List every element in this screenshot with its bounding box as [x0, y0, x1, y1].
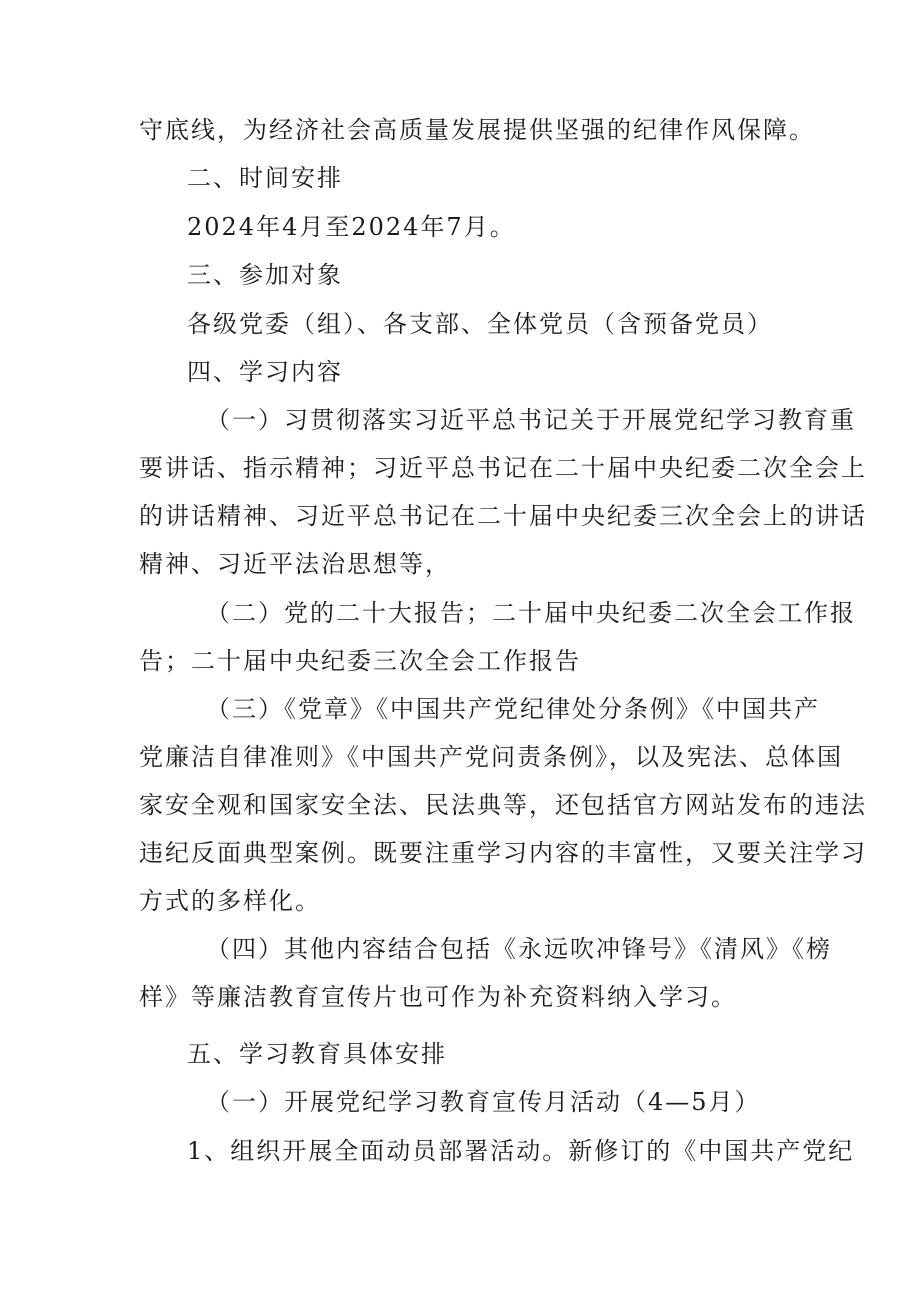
section-heading-schedule: 二、时间安排 [187, 164, 343, 192]
paragraph-line: 方式的多样化。 [139, 887, 321, 915]
paragraph-line: 各级党委（组）、各支部、全体党员（含预备党员） [187, 310, 773, 338]
paragraph-line: 精神、习近平法治思想等， [139, 550, 451, 578]
paragraph-line: 守底线，为经济社会高质量发展提供坚强的纪律作风保障。 [139, 116, 815, 144]
paragraph-line: 的讲话精神、习近平总书记在二十届中央纪委三次全会上的讲话 [139, 502, 867, 530]
paragraph-line: 2024年4月至2024年7月。 [187, 213, 516, 241]
subsection-heading: （一）开展党纪学习教育宣传月活动（4—5月） [206, 1088, 761, 1116]
paragraph-line: 样》等廉洁教育宣传片也可作为补充资料纳入学习。 [139, 983, 737, 1011]
section-heading-participants: 三、参加对象 [187, 261, 343, 289]
paragraph-line: 要讲话、指示精神；习近平总书记在二十届中央纪委二次全会上 [139, 454, 867, 482]
paragraph-line: （三）《党章》《中国共产党纪律处分条例》《中国共产 [206, 695, 820, 723]
paragraph-line: 党廉洁自律准则》《中国共产党问责条例》，以及宪法、总体国 [139, 743, 843, 771]
paragraph-line: （二）党的二十大报告；二十届中央纪委二次全会工作报 [206, 599, 856, 627]
paragraph-line: （四）其他内容结合包括《永远吹冲锋号》《清风》《榜 [206, 935, 832, 963]
paragraph-line: 告；二十届中央纪委三次全会工作报告 [139, 647, 581, 675]
paragraph-line: 家安全观和国家安全法、民法典等，还包括官方网站发布的违法 [139, 791, 867, 819]
section-heading-content: 四、学习内容 [187, 358, 343, 386]
section-heading-arrangement: 五、学习教育具体安排 [187, 1040, 447, 1068]
paragraph-line: 违纪反面典型案例。既要注重学习内容的丰富性，又要关注学习 [139, 839, 867, 867]
paragraph-line: 1、组织开展全面动员部署活动。新修订的《中国共产党纪 [187, 1137, 855, 1165]
paragraph-line: （一）习贯彻落实习近平总书记关于开展党纪学习教育重 [206, 406, 856, 434]
